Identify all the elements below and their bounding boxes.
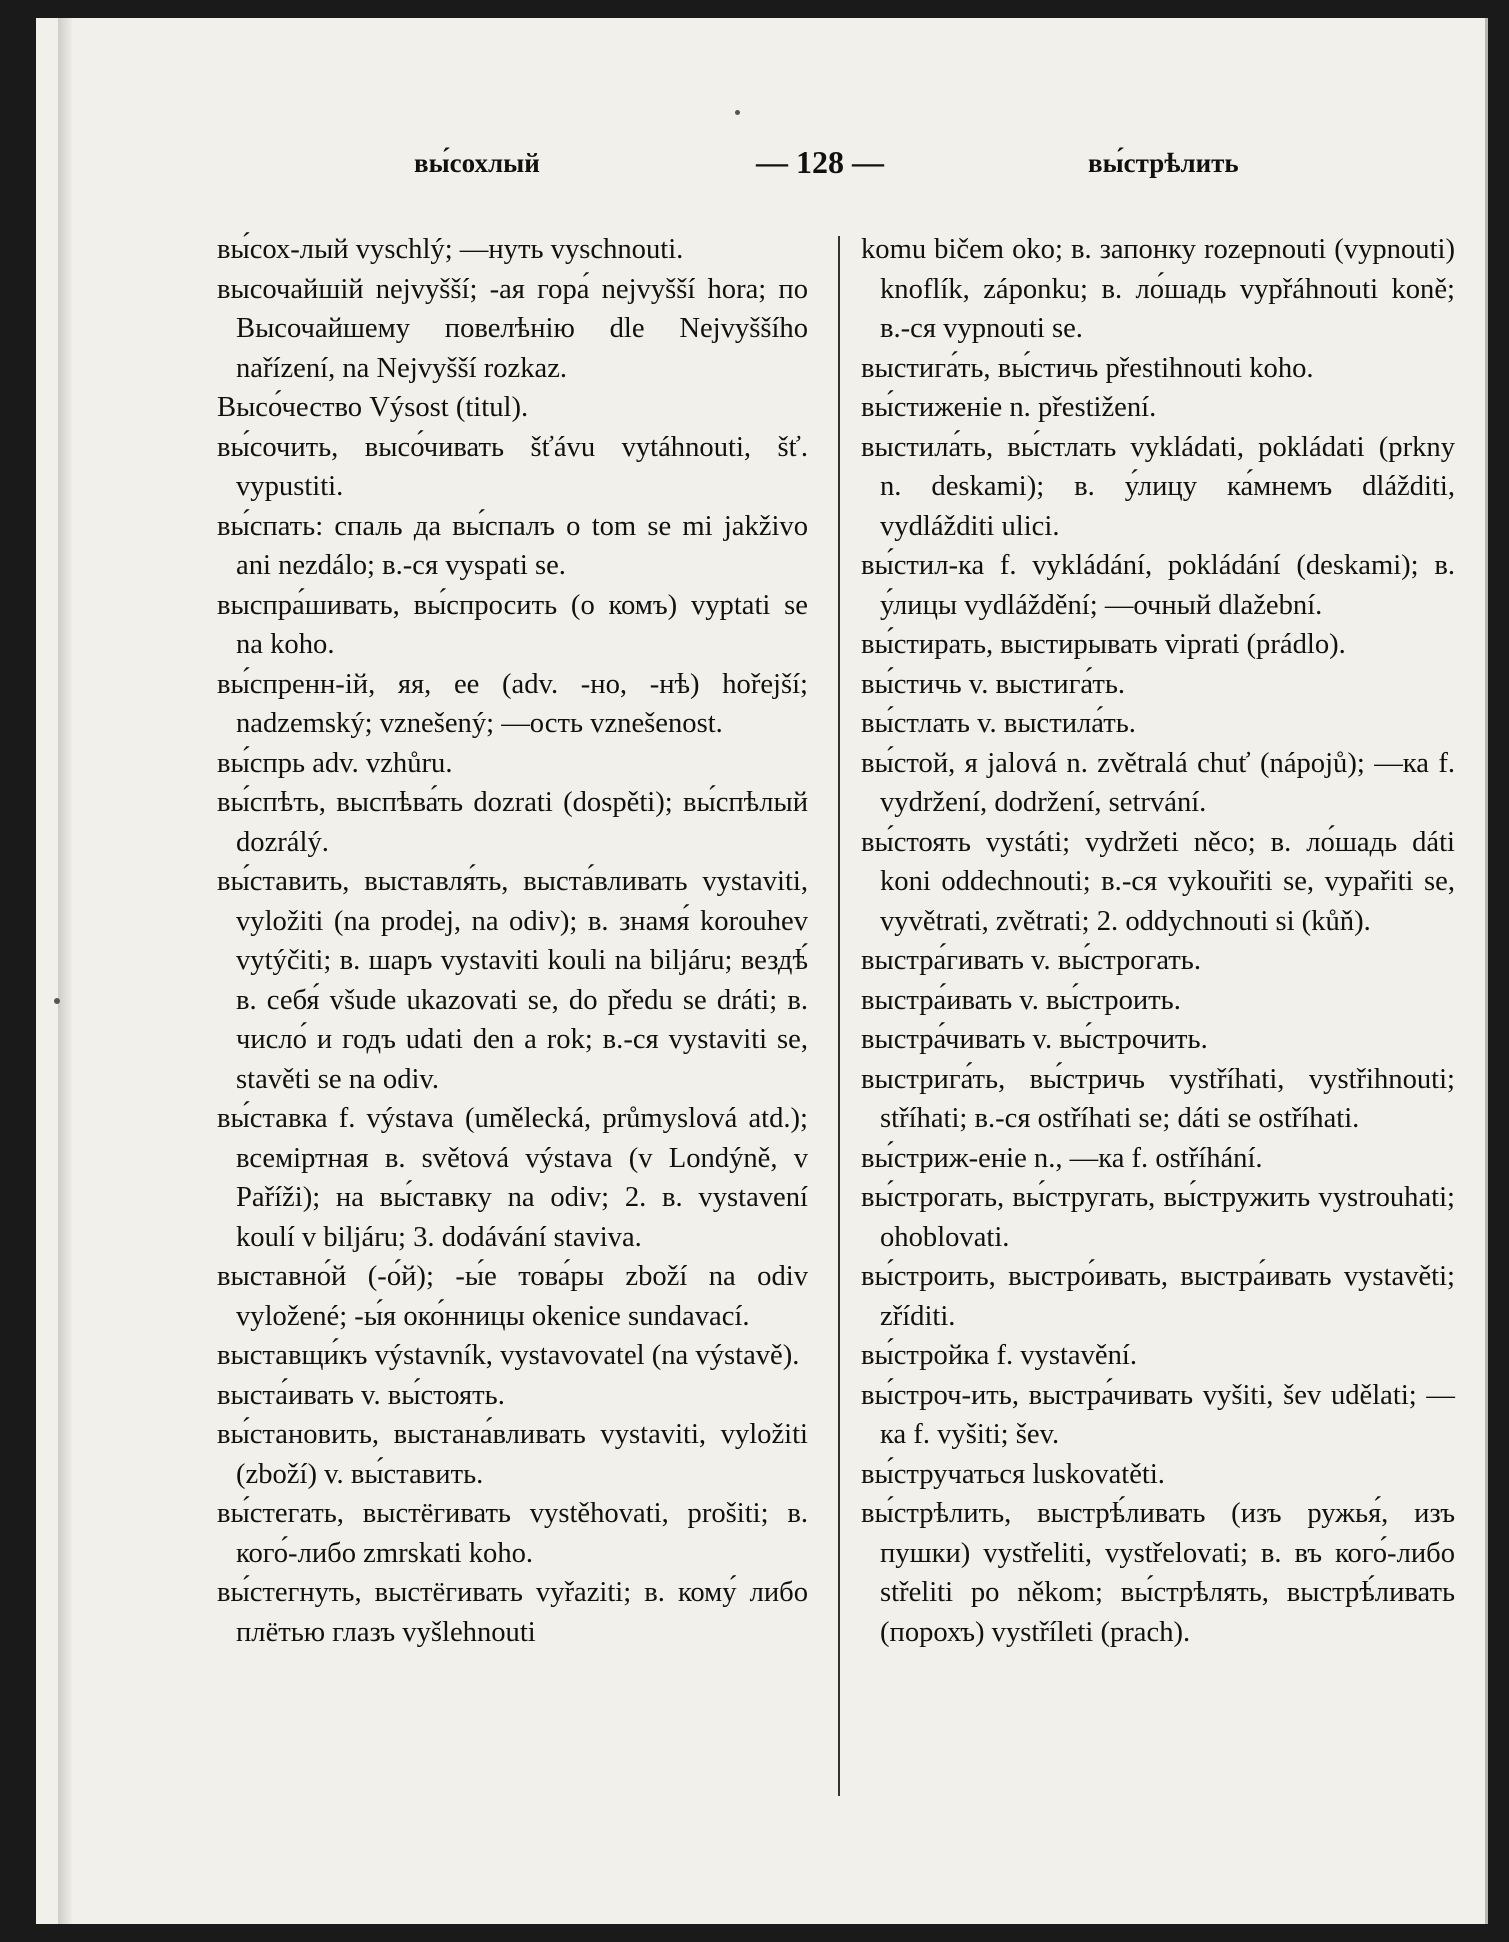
dictionary-entry: вы́стриж-еніе n., —ка f. ostříhání. — [861, 1142, 1263, 1174]
dictionary-entry: Высо́чество Výsost (titul). — [217, 392, 529, 423]
dictionary-entry: вы́стройка f. vystavění. — [861, 1340, 1137, 1371]
dictionary-entry: вы́спренн-ій, яя, ее (adv. -но, -нѣ) hořejší; nadzemský; vznešený; —ость vznešenost. — [217, 668, 808, 739]
dictionary-entry: вы́стичь v. выстига́ть. — [861, 668, 1126, 700]
dictionary-entry: вы́стиженіе n. přestižení. — [861, 392, 1157, 423]
dictionary-entry: вы́сох-лый vyschlý; —нуть vyschnouti. — [217, 234, 684, 265]
dictionary-entry: вы́спать: спаль да вы́спалъ o tom se mi jakživo ani nezdálo; в.-ся vyspati se. — [217, 510, 808, 581]
dictionary-entry: вы́ставить, выставля́ть, выста́вливать vystaviti, vyložiti (na prodej, na odiv); в. знамя́ korouhev vytýčiti; в. шаръ vystaviti kouli na biljáru; вездѣ́ в. себя́ všude ukazovati se, do předu se dráti; в. число́ и годъ udati den a rok; в.-ся vystaviti se, stavěti se na odiv. — [217, 866, 808, 1095]
dictionary-entry: выста́ивать v. вы́стоять. — [217, 1379, 505, 1411]
dictionary-entry: вы́спрь adv. vzhůru. — [217, 747, 453, 779]
dictionary-entry: вы́стой, я jalová n. zvětralá chuť (nápojů); —ка f. vydržení, dodržení, setrvání. — [861, 747, 1455, 818]
dictionary-entry: вы́стлать v. выстила́ть. — [861, 708, 1136, 739]
dictionary-entry: вы́стирать, выстирывать viprati (prádlo). — [861, 629, 1346, 660]
print-speck — [54, 998, 60, 1004]
dictionary-entry: вы́стегнуть, выстёгивать vyřaziti; в. кому́ либо плётью глазъ vyšlehnouti — [217, 1577, 808, 1648]
dictionary-entry: komu bičem oko; в. запонку rozepnouti (vypnouti) knoflík, záponku; в. ло́шадь vypřáhnouti koně; в.-ся vypnouti se. — [861, 234, 1455, 344]
dictionary-entry: выставно́й (-о́й); -ы́е това́ры zboží na odiv vyložené; -ы́я око́нницы okenice sundavací. — [217, 1261, 808, 1332]
dictionary-entry: вы́стегать, выстёгивать vystěhovati, prošiti; в. кого́-либо zmrskati koho. — [217, 1498, 808, 1569]
dictionary-entry: вы́ставка f. výstava (umělecká, průmyslová atd.); всеміртная в. světová výstava (v Londýně, v Paříži); на вы́ставку na odiv; 2. в. vystavení koulí v biljáru; 3. dodávání staviva. — [217, 1103, 808, 1253]
dictionary-entry: выстра́ивать v. вы́строить. — [861, 984, 1181, 1016]
running-header — [36, 144, 1485, 192]
dictionary-entry: выстра́чивать v. вы́строчить. — [861, 1024, 1208, 1055]
column-divider — [838, 236, 840, 1796]
header-first-word: вы́сохлый — [414, 148, 540, 178]
dictionary-entry: выстра́гивать v. вы́строгать. — [861, 945, 1201, 976]
right-column — [861, 230, 1455, 1652]
print-speck — [735, 110, 740, 115]
dictionary-entry: вы́строч-ить, выстра́чивать vyšiti, šev udělati; —ка f. vyšiti; šev. — [861, 1379, 1455, 1450]
dictionary-entry: выспра́шивать, вы́спросить (о комъ) vyptati se na koho. — [217, 589, 808, 660]
page-binding-edge — [58, 18, 72, 1924]
dictionary-page — [36, 18, 1488, 1924]
dictionary-entry: вы́строить, выстро́ивать, выстра́ивать vystavěti; zříditi. — [861, 1261, 1455, 1332]
dictionary-entry: выстрига́ть, вы́стричь vystříhati, vystřihnouti; stříhati; в.-ся ostříhati se; dáti se ostříhati. — [861, 1063, 1455, 1134]
dictionary-entry: выстила́ть, вы́стлать vykládati, pokládati (prkny n. deskami); в. у́лицу ка́мнемъ dlážditi, vydlážditi ulici. — [861, 431, 1455, 542]
header-last-word: вы́стрѣлить — [1088, 148, 1239, 178]
dictionary-entry: выстига́ть, вы́стичь přestihnouti koho. — [861, 352, 1314, 384]
dictionary-entry: вы́строгать, вы́стругать, вы́стружить vystrouhati; ohoblovati. — [861, 1182, 1455, 1253]
page-number: — 128 — — [756, 144, 884, 180]
dictionary-entry: вы́стрѣлить, выстрѣ́ливать (изъ ружья́, изъ пушки) vystřeliti, vystřelovati; в. въ кого́-либо střeliti po někom; вы́стрѣлять, выстрѣ́ливать (порохъ) vystříleti (prach). — [861, 1498, 1455, 1648]
left-column — [217, 230, 808, 1652]
dictionary-entry: вы́стручаться luskovatěti. — [861, 1458, 1165, 1490]
dictionary-entry: высочайшій nejvyšší; -ая гора́ nejvyšší hora; по Высочайшему повелѣнію dle Nejvyššího nařízení, na Nejvyšší rozkaz. — [217, 273, 808, 384]
dictionary-entry: вы́спѣть, выспѣва́ть dozrati (dospěti); вы́спѣлый dozrálý. — [217, 787, 808, 858]
dictionary-entry: вы́становить, выстана́вливать vystaviti, vyložiti (zboží) v. вы́ставить. — [217, 1419, 808, 1490]
dictionary-entry: выставщи́къ výstavník, vystavovatel (na výstavě). — [217, 1340, 800, 1371]
dictionary-entry: вы́сочить, высо́чивать šťávu vytáhnouti, šť. vypustiti. — [217, 431, 808, 502]
dictionary-entry: вы́стил-ка f. vykládání, pokládání (deskami); в. у́лицы vydláždění; —очный dlažební. — [861, 550, 1455, 621]
dictionary-entry: вы́стоять vystáti; vydržeti něco; в. ло́шадь dáti koni oddechnouti; в.-ся vykouřiti se, vypařiti se, vyvětrati, zvětrati; 2. oddychnouti si (kůň). — [861, 826, 1455, 937]
